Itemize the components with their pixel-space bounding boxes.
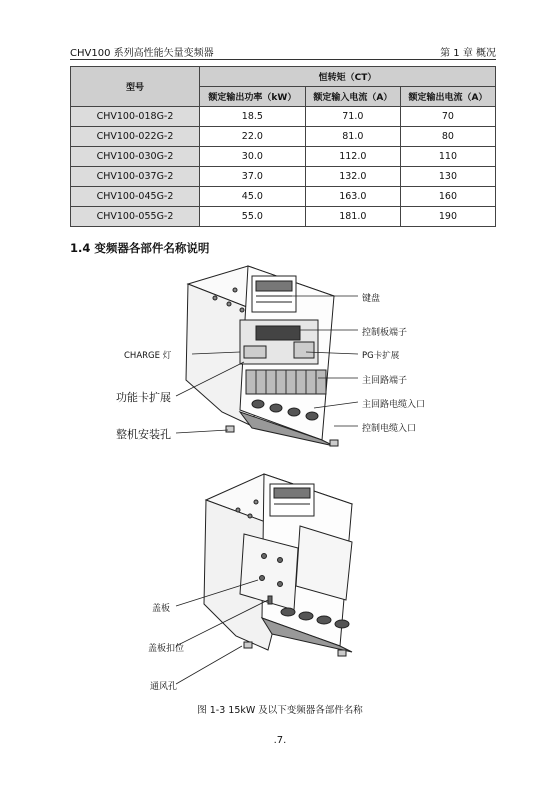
power-cell: 45.0 [200, 187, 306, 207]
power-cell: 30.0 [200, 147, 306, 167]
power-cell: 55.0 [200, 207, 306, 227]
power-cell: 18.5 [200, 107, 306, 127]
out-current-cell: 130 [400, 167, 495, 187]
out-current-cell: 80 [400, 127, 495, 147]
label-keypad: 键盘 [362, 294, 381, 304]
header-chapter: 第 1 章 概况 [440, 48, 496, 59]
label-cover: 盖板 [152, 604, 171, 614]
group-header: 恒转矩（CT） [200, 67, 496, 87]
header-title: CHV100 系列高性能矢量变频器 [70, 48, 214, 59]
model-header: 型号 [71, 67, 200, 107]
model-cell: CHV100-030G-2 [71, 147, 200, 167]
out-current-cell: 160 [400, 187, 495, 207]
in-current-cell: 81.0 [305, 127, 400, 147]
label-control-cable-inlet: 控制电缆入口 [362, 424, 417, 434]
in-current-cell: 163.0 [305, 187, 400, 207]
col-header-power: 额定输出功率（kW） [200, 87, 306, 107]
col-header-out-current: 额定输出电流（A） [400, 87, 495, 107]
label-function-card: 功能卡扩展 [116, 391, 171, 404]
power-cell: 37.0 [200, 167, 306, 187]
out-current-cell: 190 [400, 207, 495, 227]
in-current-cell: 112.0 [305, 147, 400, 167]
label-mount-holes: 整机安装孔 [116, 428, 171, 441]
out-current-cell: 70 [400, 107, 495, 127]
inverter-drawing-closed [204, 474, 352, 656]
model-cell: CHV100-037G-2 [71, 167, 200, 187]
inverter-drawing-open [186, 266, 338, 446]
model-cell: CHV100-045G-2 [71, 187, 200, 207]
page-number: .7. [273, 735, 287, 746]
in-current-cell: 132.0 [305, 167, 400, 187]
label-charge-lamp: CHARGE 灯 [124, 351, 172, 361]
in-current-cell: 181.0 [305, 207, 400, 227]
model-cell: CHV100-022G-2 [71, 127, 200, 147]
model-cell: CHV100-055G-2 [71, 207, 200, 227]
section-title: 1.4 变频器各部件名称说明 [70, 241, 210, 255]
figure-caption: 图 1-3 15kW 及以下变频器各部件名称 [197, 705, 363, 716]
label-main-terminal: 主回路端子 [362, 376, 408, 386]
label-control-terminal: 控制板端子 [362, 328, 408, 338]
label-vent: 通风孔 [150, 682, 178, 692]
col-header-in-current: 额定输入电流（A） [305, 87, 400, 107]
label-pg-card: PG卡扩展 [362, 351, 400, 361]
in-current-cell: 71.0 [305, 107, 400, 127]
power-cell: 22.0 [200, 127, 306, 147]
label-cover-latch: 盖板扣位 [148, 644, 185, 654]
model-cell: CHV100-018G-2 [71, 107, 200, 127]
label-main-cable-inlet: 主回路电缆入口 [362, 400, 426, 410]
out-current-cell: 110 [400, 147, 495, 167]
